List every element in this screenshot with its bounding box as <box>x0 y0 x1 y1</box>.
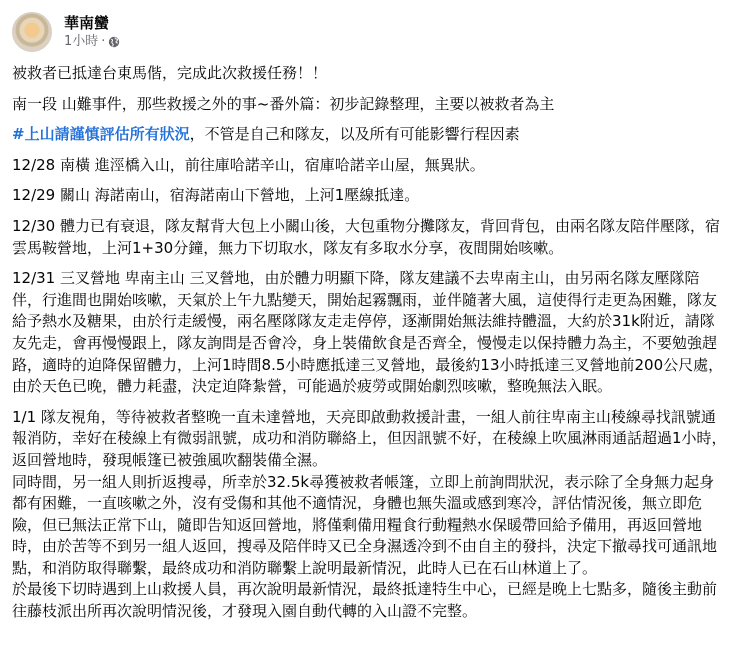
paragraph-text: ，不管是自己和隊友，以及所有可能影響行程因素 <box>189 125 520 144</box>
paragraph: 1/1 隊友視角，等待被救者整晚一直未達營地，天亮即啟動救援計畫，一組人前往卑南主山稜線尋找訊號通報消防，幸好在稜線上有微弱訊號，成功和消防聯絡上，但因訊號不好，在稜線上吹風淋雨通話超過1小時，返回營地時，發現帳篷已被強風吹翻裝備全濕。 <box>12 407 727 469</box>
paragraph: 12/30 體力已有衰退，隊友幫背大包上小關山後，大包重物分攤隊友，背回背包，由兩名隊友陪伴壓隊，宿雲馬鞍營地，上河1+30分鐘，無力下切取水，隊友有多取水分享，夜間開始咳嗽。 <box>12 216 721 257</box>
hashtag-link[interactable]: #上山請謹慎評估所有狀況 <box>12 125 190 144</box>
post-body <box>12 63 728 623</box>
post-header <box>12 10 120 54</box>
paragraph: 12/31 三叉營地 卑南主山 三叉營地，由於體力明顯下降，隊友建議不去卑南主山，由另兩名隊友壓隊陪伴，行進間也開始咳嗽，天氣於上午九點變天，開始起霧飄雨，並伴隨著大風，這使得行走更為困難，隊友給予熱水及糖果，由於行走緩慢，兩名壓隊隊友走走停停，逐漸開始無法維持體溫，大約於31k附近，請隊友先走，會再慢慢跟上，隊友詢問是否會冷，身上裝備飲食是否齊全，慢慢走以保持體力為主，不要勉強趕路，適時的迫降保留體力，上河1時間8.5小時應抵達三叉營地，最後約13小時抵達三叉營地前200公尺處，由於天色已晚，體力耗盡，決定迫降紮營，可能過於疲勞或開始劇烈咳嗽，整晚無法入眠。 <box>12 269 724 396</box>
paragraph: 被救者已抵達台東馬偕，完成此次救援任務！！ <box>12 64 328 82</box>
post-time[interactable]: 1小時 <box>64 34 99 49</box>
separator-dot: · <box>101 34 106 49</box>
avatar[interactable] <box>12 12 52 52</box>
paragraph: 同時間，另一組人則折返搜尋，所幸於32.5k尋獲被救者帳篷，立即上前詢問狀況，表示除了全身無力起身都有困難，一直咳嗽之外，沒有受傷和其他不適情況，身體也無失溫或感到寒冷，評估情況後，無立即危險，但已無法正常下山，隨即告知返回營地，將僅剩備用糧食行動糧熱水保暖帶回給予備用，再返回營地時，由於苦等不到另一組人返回，搜尋及陪伴時又已全身濕透冷到不由自主的發抖，決定下撤尋找可通訊地點，和消防取得聯繫，最終成功和消防聯繫上說明最新情況，此時人已在石山林道上了。 <box>12 472 718 577</box>
globe-icon[interactable] <box>108 36 120 48</box>
post-subline <box>64 33 120 51</box>
paragraph: 於最後下切時遇到上山救援人員，再次說明最新情況，最終抵達特生中心，已經是晚上七點多，隨後主動前往藤枝派出所再次說明情況後，才發現入園自動代轉的入山證不完整。 <box>12 580 718 621</box>
post-meta <box>64 13 120 51</box>
paragraph: 南一段 山難事件，那些救援之外的事~番外篇：初步記錄整理，主要以被救者為主 <box>12 94 555 113</box>
author-name[interactable]: 華南蠻 <box>64 14 110 32</box>
paragraph: 12/29 關山 海諾南山，宿海諾南山下營地，上河1壓線抵達。 <box>12 186 420 205</box>
paragraph: 12/28 南橫 進涇橋入山，前往庫哈諾辛山，宿庫哈諾辛山屋，無異狀。 <box>12 155 485 174</box>
paragraph <box>12 124 728 146</box>
